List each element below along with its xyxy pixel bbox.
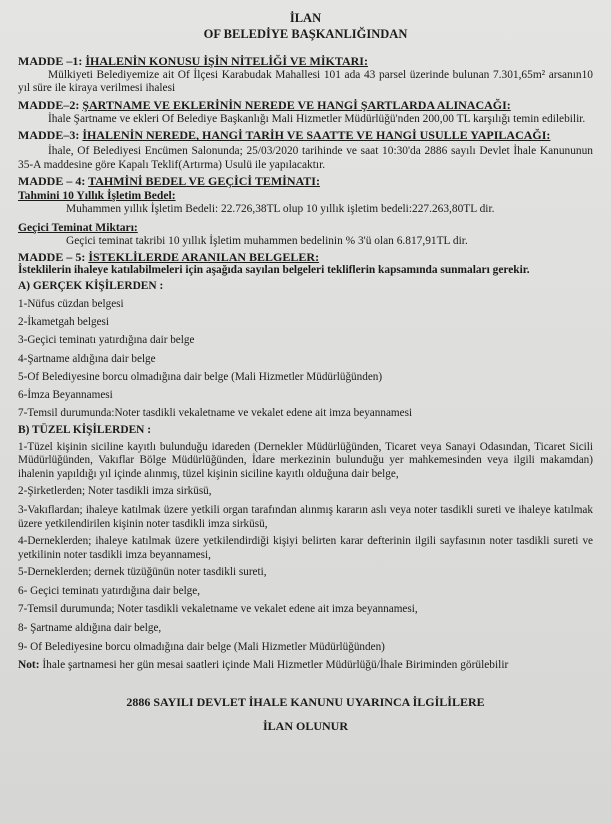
note-text: İhale şartnamesi her gün mesai saatleri içinde Mali Hizmetler Müdürlüğü/İhale Biriminden görülebilir [39,659,509,672]
list-item: 7-Temsil durumunda:Noter tasdikli vekaletname ve vekalet edene ait imza beyannamesi [18,407,413,420]
guarantee-subheading: Geçici Teminat Miktarı: [18,220,138,234]
real-persons-heading: A) GERÇEK KİŞİLERDEN : [18,279,164,292]
estimated-bid-subheading: Tahmini 10 Yıllık İşletim Bedel: [18,188,176,202]
legal-entities-list [18,441,593,655]
list-item: 2-Şirketlerden; Noter tasdikli imza sirküsü, [18,485,212,498]
madde-5-label: MADDE – 5: [18,249,89,264]
list-item: 6- Geçici teminatı yatırdığına dair belge, [18,584,201,597]
list-item: 7-Temsil durumunda; Noter tasdikli vekaletname ve vekalet edene ait imza beyannamesi, [18,603,418,616]
list-item: 5-Derneklerden; dernek tüzüğünün noter tasdikli sureti, [18,566,267,579]
madde-3-label: MADDE–3: [18,128,83,143]
guarantee-text: Geçici teminat takribi 10 yıllık İşletim muhammen bedelinin % 3'ü olan 6.817,91TL dir. [66,234,468,247]
real-persons-list [18,295,593,423]
madde-1-title: İHALENİN KONUSU İŞİN NİTELİĞİ VE MİKTARI: [85,54,368,68]
issuer-heading: OF BELEDİYE BAŞKANLIĞINDAN [203,27,408,41]
madde-1-heading [18,54,593,69]
madde-4-heading [18,174,593,189]
madde-3-text: İhale, Of Belediyesi Encümen Salonunda; 25/03/2020 tarihinde ve saat 10:30'da 2886 sayılı Devlet İhale Kanununun 35-A maddesine göre Kapalı Teklif(Artırma) Usulü ile yapılacaktır. [18,144,593,171]
list-item: 3-Geçici teminatı yatırdığına dair belge [18,334,195,347]
list-item: 3-Vakıflardan; ihaleye katılmak üzere yetkili organ tarafından alınmış kararın aslı veya noter tasdikli sureti ve ihaleye katılmak üzere yetkilendirilen kişinin noter tasdikli imza sirküsü, [18,503,593,530]
list-item: 4-Şartname aldığına dair belge [18,352,156,365]
madde-2-heading [18,98,593,113]
madde-2-label: MADDE–2: [18,98,83,113]
madde-5-title: İSTEKLİLERDE ARANILAN BELGELER: [88,249,320,264]
list-item: 9- Of Belediyesine borcu olmadığına dair belge (Mali Hizmetler Müdürlüğünden) [18,640,385,653]
madde-3-title: İHALENİN NEREDE, HANGİ TARİH VE SAATTE VE HANGİ USULLE YAPILACAĞI: [82,128,551,143]
list-item: 1-Tüzel kişinin siciline kayıtlı bulunduğu idareden (Dernekler Müdürlüğünden, Ticaret veya Sanayi Odasından, Ticaret Sicili Müdürlüğünden, Vakıflar Bölge Müdürlüğünden, İdare merkezinin bulunduğu yer mahkemesinden veya ilgili makamdan) ihalenin yapıldığı yıl içinde alınmış, tüzel kişinin siciline kayıtlı olduğuna dair belge, [18,440,593,480]
madde-3-heading [18,128,593,143]
footer-line-1: 2886 SAYILI DEVLET İHALE KANUNU UYARINCA İLGİLİLERE [126,694,485,709]
footer-line-2: İLAN OLUNUR [262,718,348,733]
madde-1-text: Mülkiyeti Belediyemize ait Of İlçesi Karabudak Mahallesi 101 ada 43 parsel üzerinde bulunan 7.301,65m² arsanın10 yıl süre ile kiraya verilmesi ihalesi [18,68,593,95]
list-item: 2-İkametgah belgesi [18,315,110,328]
madde-4-title: TAHMİNİ BEDEL VE GEÇİCİ TEMİNATI: [88,174,320,189]
madde-5-heading [18,250,593,265]
madde-2-text: İhale Şartname ve ekleri Of Belediye Başkanlığı Mali Hizmetler Müdürlüğü'nden 200,00 TL karşılığı temin edilebilir. [48,112,586,125]
list-item: 6-İmza Beyannamesi [18,389,113,402]
announcement-heading: İLAN [289,11,322,25]
madde-4-label: MADDE – 4: [18,174,89,189]
note-paragraph [18,659,593,673]
estimated-bid-text: Muhammen yıllık İşletim Bedeli: 22.726,38TL olup 10 yıllık işletim bedeli:227.263,80TL dir. [66,202,495,215]
list-item: 1-Nüfus cüzdan belgesi [18,297,124,310]
list-item: 8- Şartname aldığına dair belge, [18,622,162,635]
list-item: 5-Of Belediyesine borcu olmadığına dair belge (Mali Hizmetler Müdürlüğünden) [18,370,383,383]
note-label: Not: [18,659,40,672]
madde-1-label: MADDE –1: [18,54,86,68]
legal-entities-heading: B) TÜZEL KİŞİLERDEN : [18,423,152,436]
madde-5-intro: İsteklilerin ihaleye katılabilmeleri için aşağıda sayılan belgeleri tekliflerin kapsamında sunmaları gerekir. [18,264,530,277]
madde-2-title: ŞARTNAME VE EKLERİNİN NEREDE VE HANGİ ŞARTLARDA ALINACAĞI: [82,98,511,113]
list-item: 4-Derneklerden; ihaleye katılmak üzere yetkilendirdiği kişiyi belirten karar defterinin ilgili sayfasının noter tasdikli sureti ve yetkilinin noter tasdikli imza beyannamesi, [18,535,593,561]
